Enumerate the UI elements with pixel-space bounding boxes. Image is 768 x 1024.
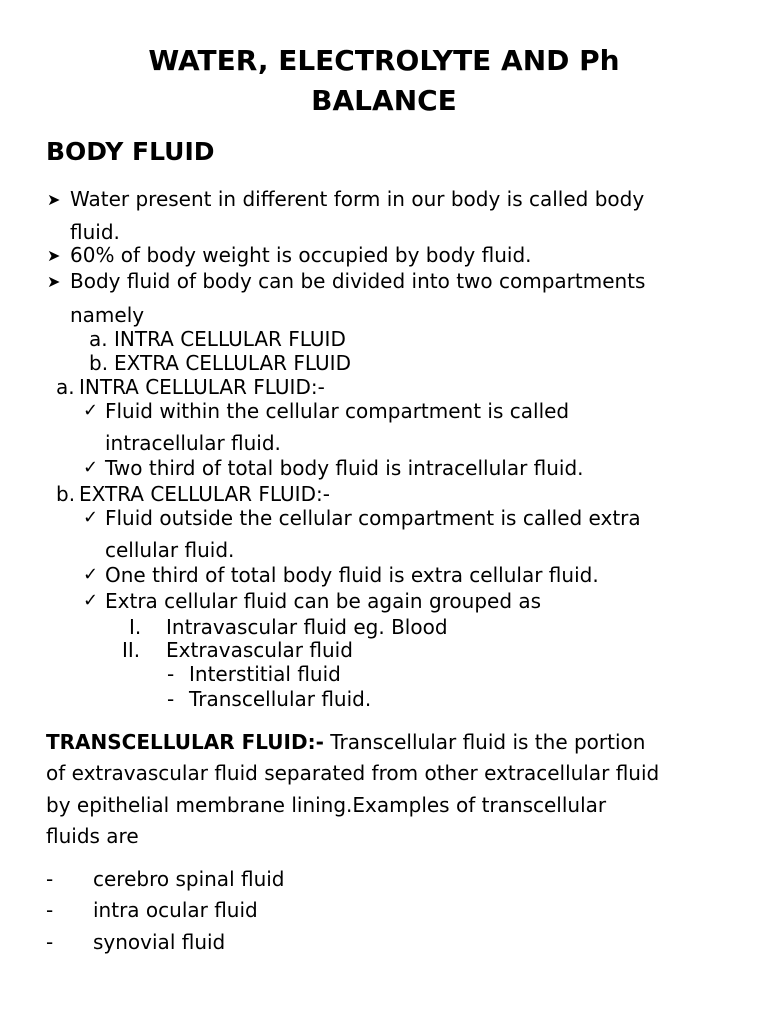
list-item: synovial fluid xyxy=(93,930,226,954)
list-item: Intravascular fluid eg. Blood xyxy=(166,615,448,639)
list-item: EXTRA CELLULAR FLUID xyxy=(114,351,351,375)
arrow-bullet-icon: ➤ xyxy=(47,246,61,265)
roman-marker: I. xyxy=(129,615,142,639)
list-item: Transcellular fluid. xyxy=(189,687,372,711)
list-marker: a. xyxy=(89,327,108,351)
arrow-bullet-icon: ➤ xyxy=(47,190,61,209)
subsection-heading: INTRA CELLULAR FLUID:- xyxy=(79,375,325,399)
list-marker: b. xyxy=(89,351,109,375)
page-title-line-2: BALANCE xyxy=(311,84,457,117)
check-text: Extra cellular fluid can be again grouped as xyxy=(105,589,542,613)
arrow-bullet-icon: ➤ xyxy=(47,272,61,291)
section-heading: BODY FLUID xyxy=(46,137,215,166)
list-item: Extravascular fluid xyxy=(166,638,353,662)
bullet-text: namely xyxy=(70,303,145,327)
bullet-text: Water present in different form in our body is called body xyxy=(70,187,645,211)
check-text: Fluid within the cellular compartment is called xyxy=(105,399,570,423)
list-marker: a. xyxy=(56,375,75,399)
check-text: One third of total body fluid is extra cellular fluid. xyxy=(105,563,599,587)
checkmark-icon: ✓ xyxy=(83,400,99,421)
bullet-text: fluid. xyxy=(70,220,120,244)
dash-marker: - xyxy=(167,687,175,711)
list-marker: b. xyxy=(56,482,76,506)
checkmark-icon: ✓ xyxy=(83,590,99,611)
check-text: Fluid outside the cellular compartment is called extra xyxy=(105,506,641,530)
checkmark-icon: ✓ xyxy=(83,507,99,528)
list-item: intra ocular fluid xyxy=(93,898,258,922)
dash-marker: - xyxy=(167,662,175,686)
paragraph-line: fluids are xyxy=(46,824,139,848)
dash-marker: - xyxy=(46,867,54,891)
checkmark-icon: ✓ xyxy=(83,564,99,585)
bullet-text: 60% of body weight is occupied by body fluid. xyxy=(70,243,532,267)
list-item: cerebro spinal fluid xyxy=(93,867,285,891)
subsection-heading: EXTRA CELLULAR FLUID:- xyxy=(79,482,330,506)
paragraph-line xyxy=(46,730,645,754)
transcellular-heading: TRANSCELLULAR FLUID:- xyxy=(46,730,324,754)
list-item: INTRA CELLULAR FLUID xyxy=(114,327,346,351)
check-text: intracellular fluid. xyxy=(105,431,281,455)
paragraph-line: of extravascular fluid separated from other extracellular fluid xyxy=(46,761,660,785)
paragraph-line: by epithelial membrane lining.Examples of transcellular xyxy=(46,793,607,817)
bullet-text: Body fluid of body can be divided into two compartments xyxy=(70,269,646,293)
list-item: Interstitial fluid xyxy=(189,662,341,686)
page-title-line-1: WATER, ELECTROLYTE AND Ph xyxy=(148,44,620,77)
check-text: cellular fluid. xyxy=(105,538,235,562)
dash-marker: - xyxy=(46,898,54,922)
roman-marker: II. xyxy=(122,638,141,662)
dash-marker: - xyxy=(46,930,54,954)
checkmark-icon: ✓ xyxy=(83,457,99,478)
paragraph-text: Transcellular fluid is the portion xyxy=(330,730,646,754)
check-text: Two third of total body fluid is intracellular fluid. xyxy=(105,456,584,480)
